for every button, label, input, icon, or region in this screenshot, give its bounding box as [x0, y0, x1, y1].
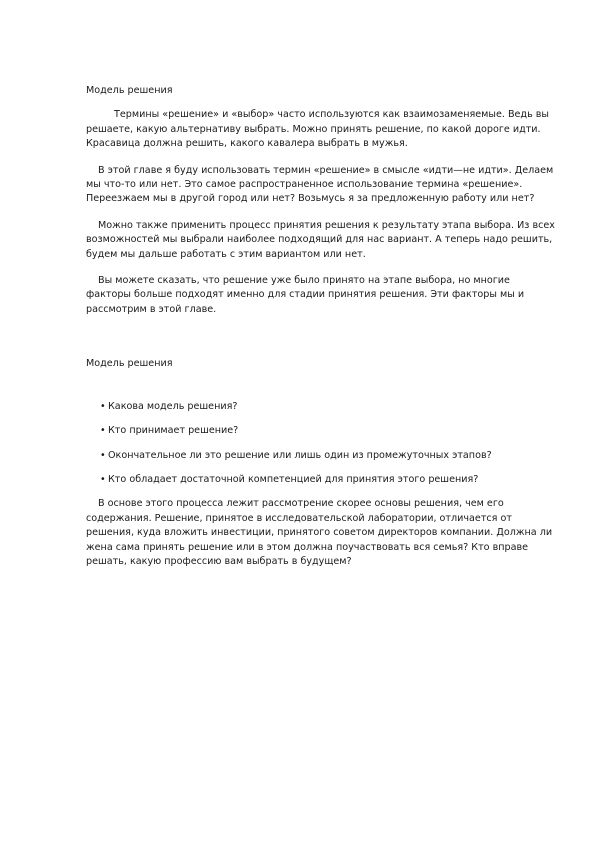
- list-item: [100, 424, 556, 438]
- list-item-text: Окончательное ли это решение или лишь один из промежуточных этапов?: [108, 449, 492, 461]
- list-item: [100, 400, 556, 414]
- bullet-icon: •: [100, 473, 106, 485]
- section-heading-1: Модель решения: [86, 85, 173, 96]
- paragraph-3: Можно также применить процесс принятия решения к результату этапа выбора. Из всех возможностей мы выбрали наиболее подходящий для нас вариант. А теперь надо решить, будем мы дальше работать с этим вариантом или нет.: [86, 219, 555, 260]
- list-item-text: Какова модель решения?: [108, 400, 238, 412]
- document-page: [86, 84, 556, 569]
- paragraph-5: В основе этого процесса лежит рассмотрение скорее основы решения, чем его содержания. Решение, принятое в исследовательской лаборатории, отличается от решения, куда вложить инвестиции, принятого советом директоров компании. Должна ли жена сама принять решение или в этом должна поучаствовать вся семья? Кто вправе решать, какую профессию вам выбрать в будущем?: [86, 498, 553, 567]
- question-list: [86, 400, 556, 488]
- list-item-text: Кто принимает решение?: [108, 425, 239, 437]
- list-item-text: Кто обладает достаточной компетенцией для принятия этого решения?: [108, 473, 479, 485]
- bullet-icon: •: [100, 449, 106, 461]
- paragraph-2: В этой главе я буду использовать термин «решение» в смысле «идти—не идти». Делаем мы что-то или нет. Это самое распространенное использование термина «решение». Переезжаем мы в другой город или нет? Возьмусь я за предложенную работу или нет?: [86, 164, 554, 205]
- bullet-icon: •: [100, 425, 106, 437]
- list-item: [100, 473, 556, 487]
- paragraph-1: Термины «решение» и «выбор» часто используются как взаимозаменяемые. Ведь вы решаете, какую альтернативу выбрать. Можно принять решение, по какой дороге идти. Красавица должна решить, какого кавалера выбрать в мужья.: [86, 109, 550, 150]
- list-item: [100, 449, 556, 463]
- paragraph-4: Вы можете сказать, что решение уже было принято на этапе выбора, но многие факторы больше подходят именно для стадии принятия решения. Эти факторы мы и рассмотрим в этой главе.: [86, 275, 525, 315]
- section-heading-2: Модель решения: [86, 358, 173, 370]
- bullet-icon: •: [100, 400, 106, 412]
